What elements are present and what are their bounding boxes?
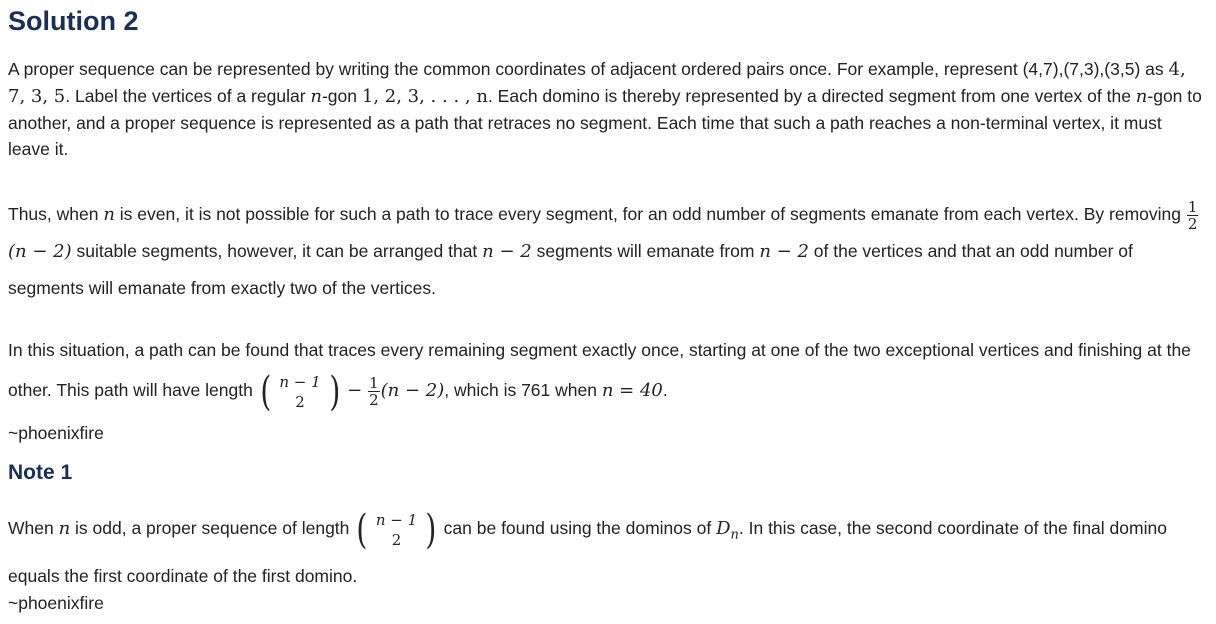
binomial-top: n − 1 [279,372,321,391]
math-expression: n − 2 [482,241,532,262]
binomial-bottom: 2 [391,530,402,549]
author-signature: ~phoenixfire [8,593,104,613]
paragraph-odd-case [8,508,1208,596]
text: is even, it is not possible for such a path to trace every segment, for an odd number of segments emanate from each vertex. By removing [114,204,1186,224]
math-n: n [310,86,322,107]
paragraph-path-length [8,330,1208,415]
author-signature: ~phoenixfire [8,423,104,443]
text: can be found using the dominos of [438,518,717,538]
text: In this situation, a path can be found that traces every remaining segment exactly once, starting at one of the two exceptional vertices and finishing at the other. This path will have length [8,340,1191,400]
text: When [8,518,59,538]
binomial-coefficient [354,506,439,553]
text: , which is 761 when [444,380,602,400]
math-expression: (n − 2) [8,241,72,262]
fraction-denominator: 2 [369,390,379,409]
fraction-denominator: 2 [1187,214,1198,233]
math-equation: n = 40 [601,380,663,401]
binomial-stack [370,510,423,550]
binomial-stack [273,372,326,412]
paragraph-even-case [8,196,1208,306]
text: is odd, a proper sequence of length [70,518,355,538]
text: segments will emanate from [531,241,760,261]
right-paren: ) [328,368,340,415]
text: A proper sequence can be represented by writing the common coordinates of adjacent ordered pairs once. For example, represent (4,7),(7,3),(3,5) as [8,59,1169,79]
left-paren: ( [260,368,271,415]
math-n: n [103,204,115,225]
text: . Label the vertices of a regular [65,86,311,106]
solution-heading: Solution 2 [8,6,139,36]
paragraph-representation [8,56,1208,162]
math-n: n [1135,86,1148,107]
text: of the vertices and that an odd number of segments will emanate from exactly two of the vertices. [8,241,1133,298]
math-sequence: 4, 7, 3, 5 [8,59,1186,107]
fraction-numerator: 1 [1187,197,1198,216]
text: suitable segments, however, it can be arranged that [71,241,483,261]
math-D: D [716,518,731,539]
math-vertex-list: 1, 2, 3, . . . , n [361,86,488,107]
note-heading: Note 1 [8,461,73,484]
math-expression: n − 2 [759,241,809,262]
text: -gon [321,86,362,106]
left-paren: ( [356,506,368,553]
text: Thus, when [8,204,104,224]
text: . Each domino is thereby represented by a directed segment from one vertex of the [487,86,1136,106]
fraction-numerator: 1 [369,373,379,392]
fraction-one-half [1187,199,1199,232]
math-subscript-n: n [730,527,739,543]
fraction-one-half [368,375,380,408]
math-expression: (n − 2) [380,380,445,401]
math-minus: − [347,380,363,401]
math-n: n [58,518,71,539]
binomial-bottom: 2 [295,392,305,411]
right-paren: ) [425,506,437,553]
text: . [662,380,668,400]
binomial-top: n − 1 [375,510,418,529]
binomial-coefficient [258,368,343,415]
text: . In this case, the second coordinate of the final domino equals the first coordinate of the first domino. [8,518,1167,586]
text: -gon to another, and a proper sequence is represented as a path that retraces no segment. Each time that such a path reaches a non-terminal vertex, it must leave it. [8,86,1202,159]
